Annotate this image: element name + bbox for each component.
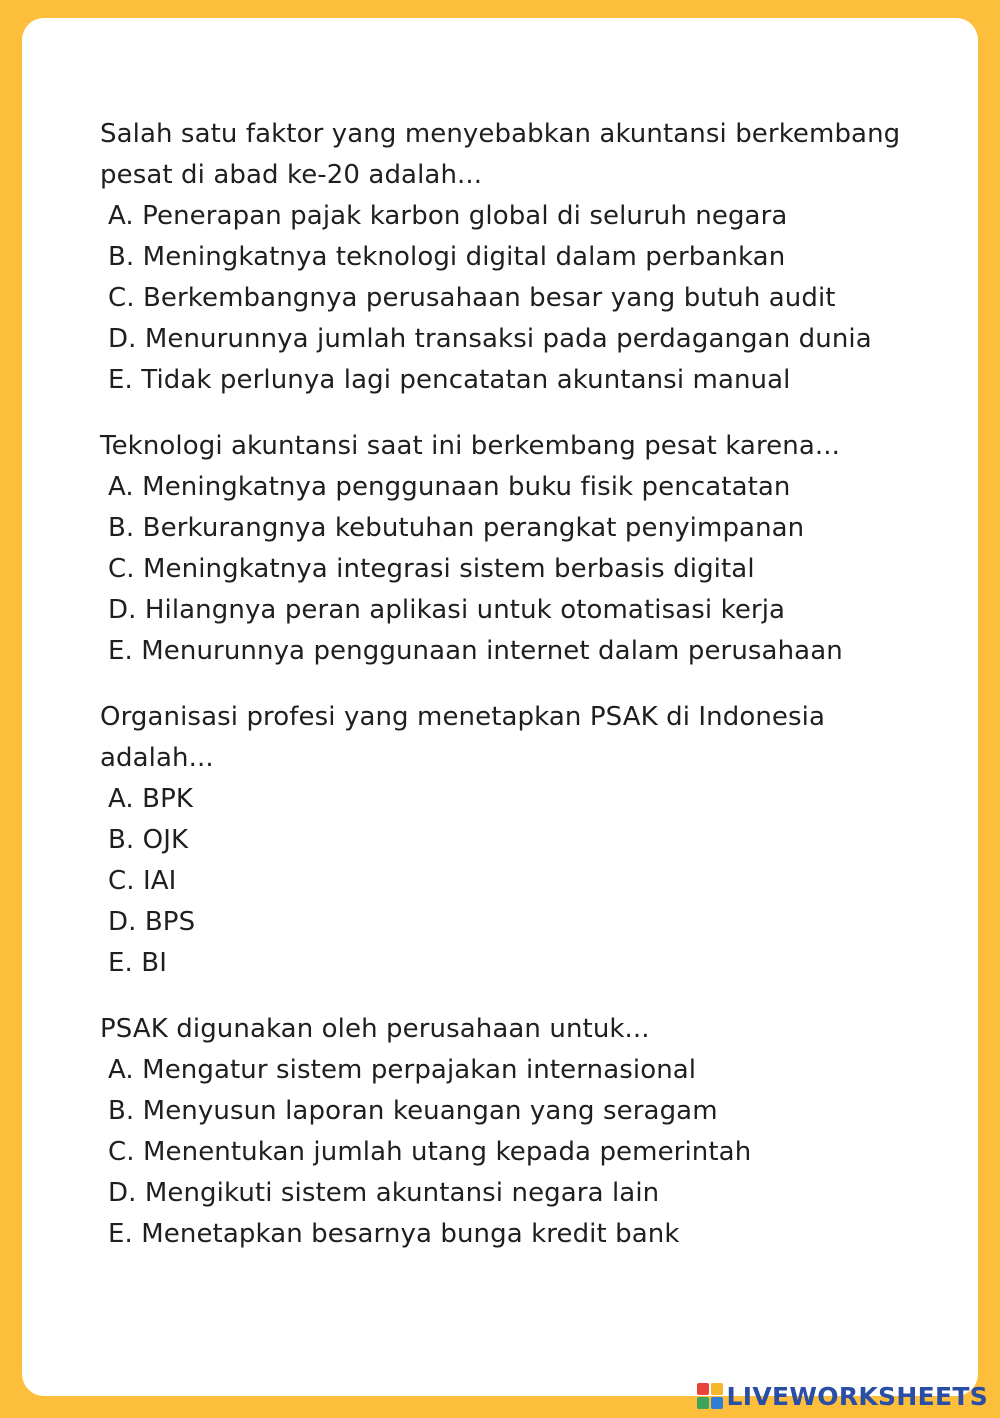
logo-square-red [697, 1383, 709, 1395]
question-1-option-b: B. Meningkatnya teknologi digital dalam perbankan [108, 242, 786, 272]
liveworksheets-branding[interactable] [697, 1380, 988, 1412]
question-4 [100, 1009, 920, 1255]
question-3-option-d: D. BPS [108, 907, 196, 937]
question-4-option-b: B. Menyusun laporan keuangan yang seragam [108, 1096, 718, 1126]
question-2-option-c: C. Meningkatnya integrasi sistem berbasis digital [108, 554, 755, 584]
question-1 [100, 114, 920, 401]
worksheet-page [22, 18, 978, 1396]
question-2-option-a: A. Meningkatnya penggunaan buku fisik pencatatan [108, 472, 791, 502]
question-2-option-e: E. Menurunnya penggunaan internet dalam perusahaan [108, 636, 843, 666]
liveworksheets-logo-icon [697, 1383, 723, 1409]
question-3-option-b: B. OJK [108, 825, 189, 855]
question-3-option-e: E. BI [108, 948, 167, 978]
question-3-stem-line-2: adalah... [100, 743, 214, 773]
question-list [100, 114, 920, 1280]
question-4-stem-line-1: PSAK digunakan oleh perusahaan untuk... [100, 1014, 650, 1044]
question-3-option-c: C. IAI [108, 866, 177, 896]
logo-square-blue [711, 1397, 723, 1409]
liveworksheets-wordmark: LIVEWORKSHEETS [726, 1381, 988, 1411]
question-2-option-d: D. Hilangnya peran aplikasi untuk otomatisasi kerja [108, 595, 786, 625]
question-1-stem-line-2: pesat di abad ke-20 adalah... [100, 160, 483, 190]
question-3-option-a: A. BPK [108, 784, 194, 814]
question-4-option-d: D. Mengikuti sistem akuntansi negara lain [108, 1178, 660, 1208]
question-2-option-b: B. Berkurangnya kebutuhan perangkat penyimpanan [108, 513, 805, 543]
question-3-stem-line-1: Organisasi profesi yang menetapkan PSAK di Indonesia [100, 702, 826, 732]
question-1-option-e: E. Tidak perlunya lagi pencatatan akuntansi manual [108, 365, 791, 395]
question-3 [100, 697, 920, 984]
question-4-option-c: C. Menentukan jumlah utang kepada pemerintah [108, 1137, 752, 1167]
question-1-option-c: C. Berkembangnya perusahaan besar yang butuh audit [108, 283, 836, 313]
logo-square-yellow [711, 1383, 723, 1395]
question-1-stem-line-1: Salah satu faktor yang menyebabkan akuntansi berkembang [100, 119, 901, 149]
logo-square-green [697, 1397, 709, 1409]
question-4-option-e: E. Menetapkan besarnya bunga kredit bank [108, 1219, 680, 1249]
question-1-option-d: D. Menurunnya jumlah transaksi pada perdagangan dunia [108, 324, 872, 354]
question-2 [100, 426, 920, 672]
question-4-option-a: A. Mengatur sistem perpajakan internasional [108, 1055, 697, 1085]
question-1-option-a: A. Penerapan pajak karbon global di seluruh negara [108, 201, 788, 231]
question-2-stem-line-1: Teknologi akuntansi saat ini berkembang pesat karena... [100, 431, 840, 461]
